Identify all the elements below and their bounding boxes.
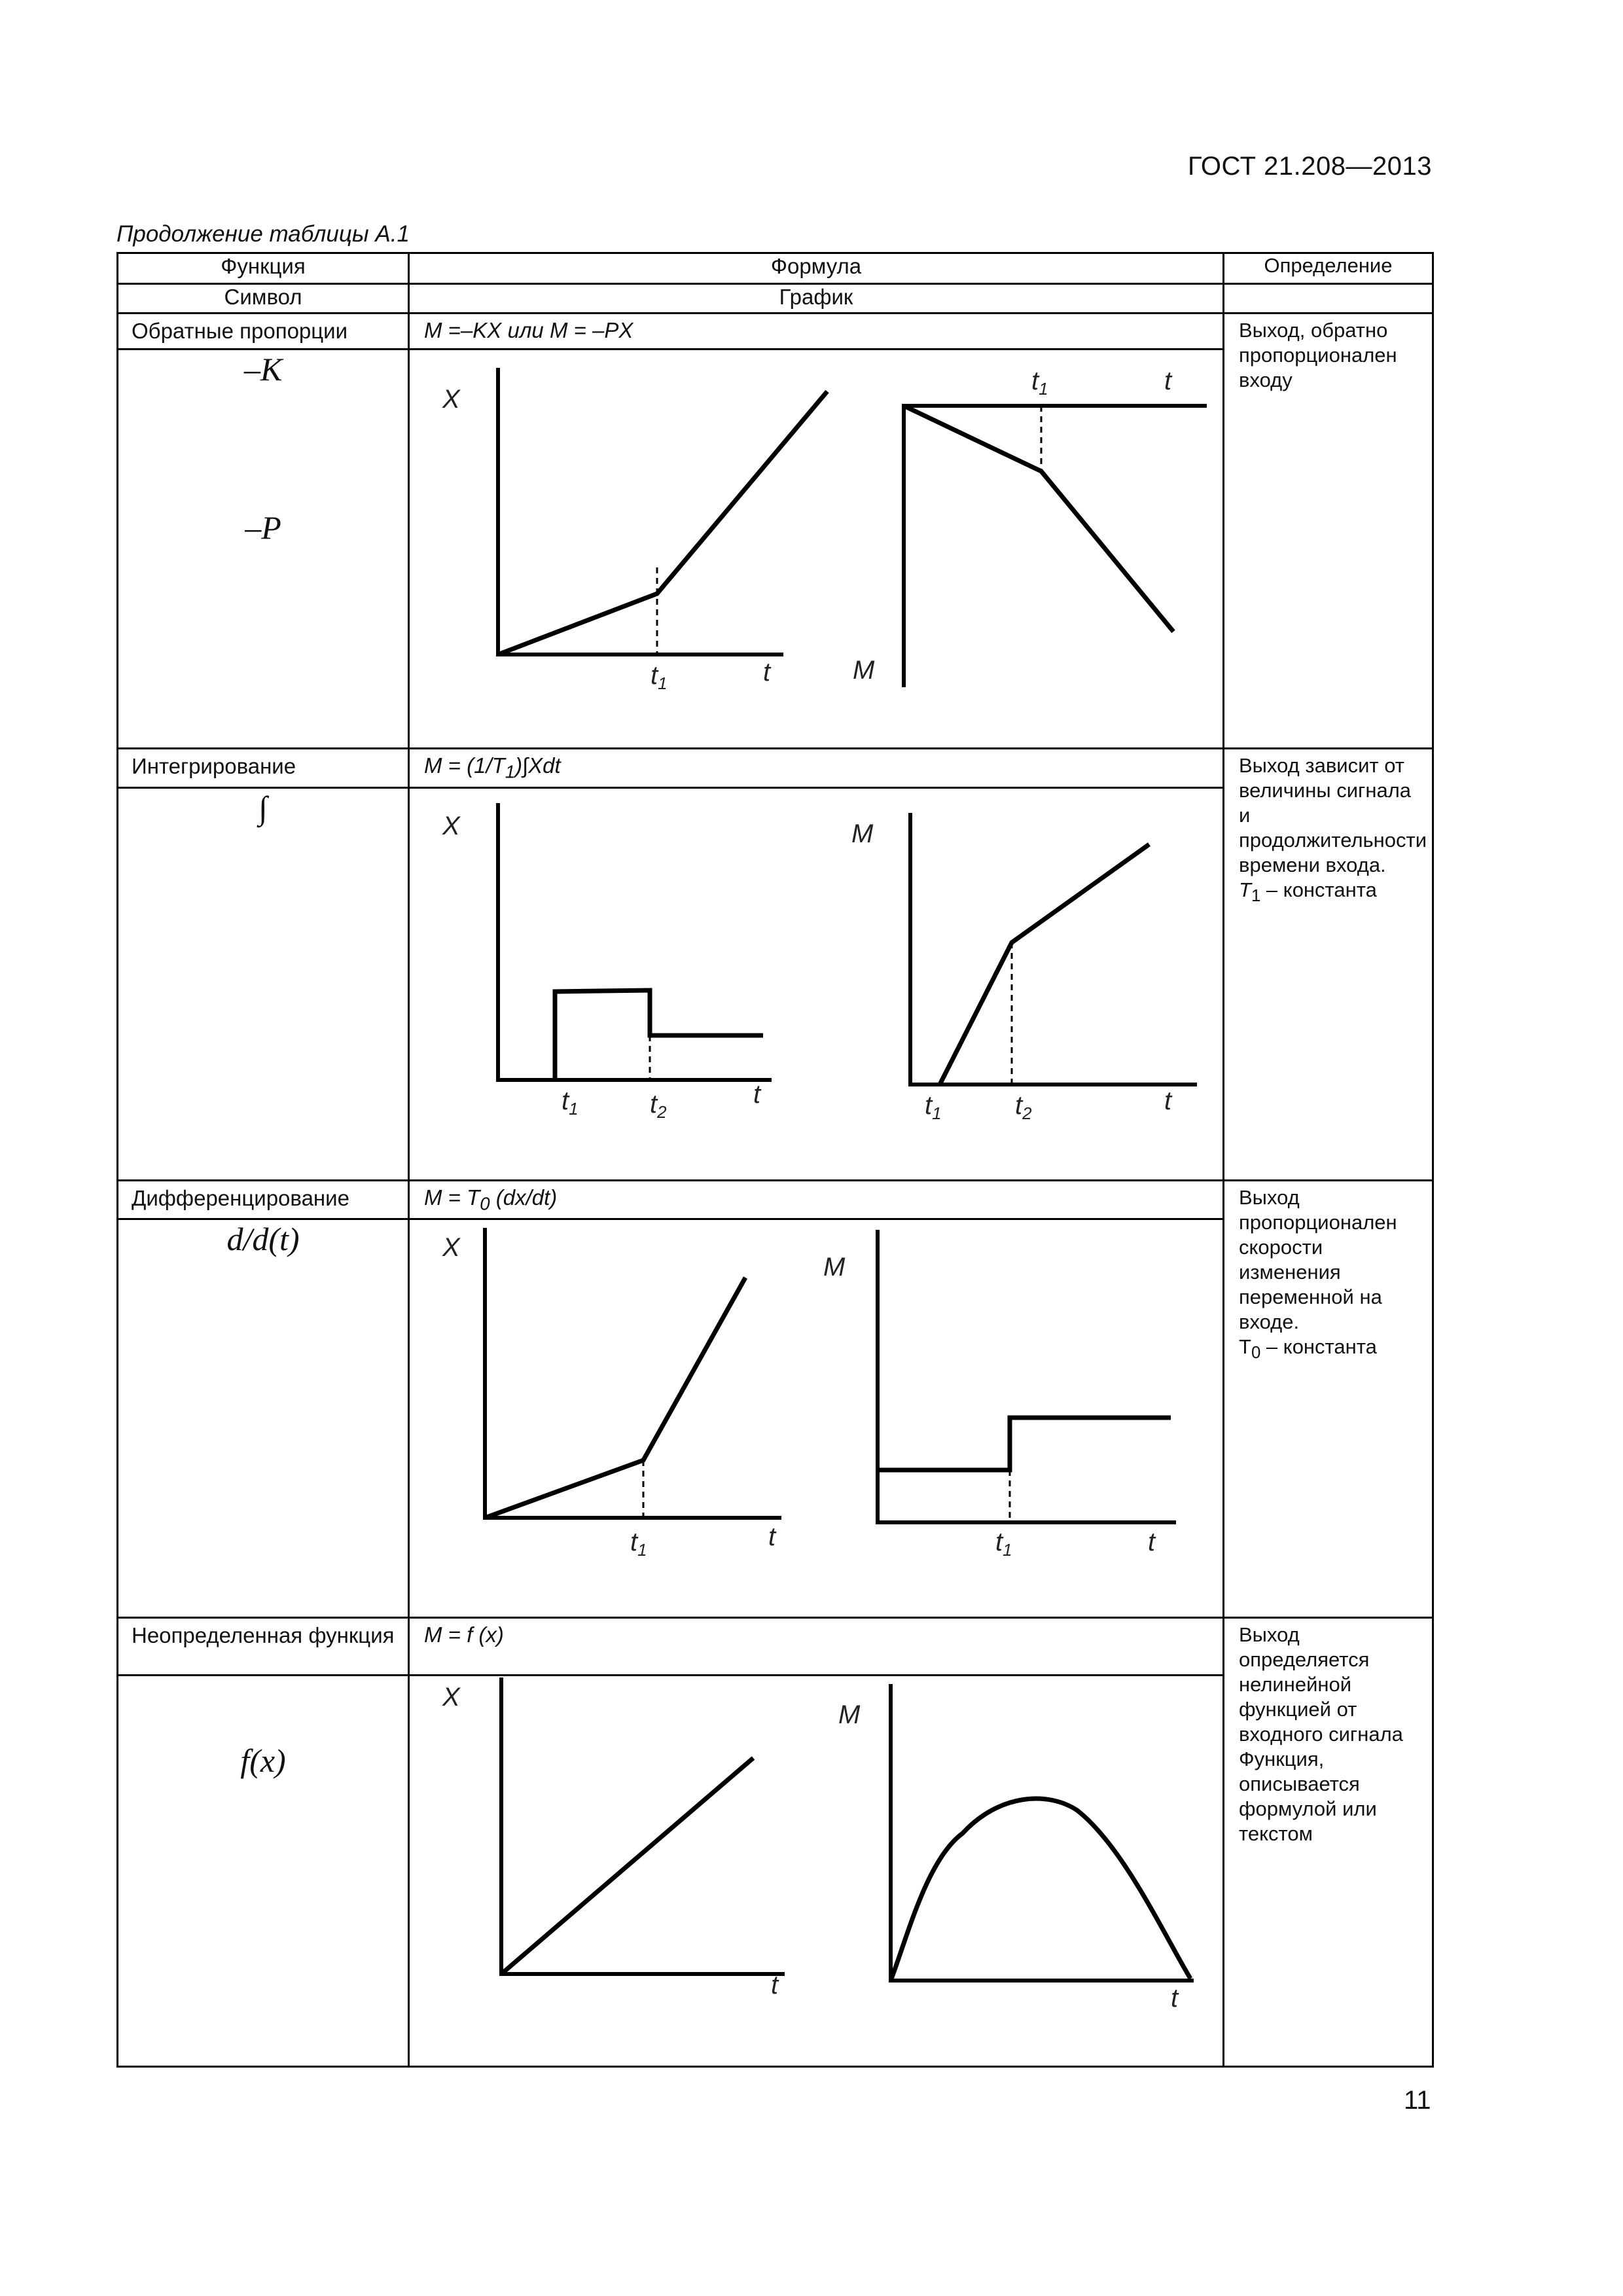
- left-t-label: t: [753, 1079, 761, 1109]
- symbol-minus-p: –P: [245, 509, 281, 546]
- header-symbol: Символ: [118, 284, 409, 314]
- row-undefined-name: [118, 1618, 1433, 1676]
- right-m-label: M: [851, 819, 874, 848]
- right-t1-label: $t_1$: [995, 1528, 1012, 1560]
- right-t-label: t: [1148, 1528, 1156, 1557]
- formula: $M = (1/T_1)\int Xdt$: [409, 749, 1224, 788]
- right-t1-label: $t_1$: [1031, 367, 1048, 399]
- symbol-integral: ∫: [259, 789, 268, 826]
- left-x-label: X: [442, 1683, 460, 1712]
- left-x-label: X: [442, 811, 460, 840]
- left-x-label: X: [442, 385, 460, 414]
- row-inverse-name: [118, 314, 1433, 350]
- definition: Выход, обратно пропорционален входу: [1224, 314, 1433, 749]
- header-row-2: [118, 284, 1433, 314]
- function-name: Обратные пропорции: [118, 314, 409, 350]
- undefined-function-graphs: [410, 1676, 1224, 2066]
- left-pulse: [555, 990, 763, 1080]
- differentiation-graphs: [410, 1220, 1224, 1617]
- left-t-label: t: [763, 658, 771, 687]
- right-t1-label: $t_1$: [925, 1090, 942, 1123]
- symbol-derivative: d/d(t): [226, 1221, 300, 1258]
- page-number: 11: [1404, 2086, 1431, 2115]
- table-caption: Продолжение таблицы А.1: [116, 221, 410, 247]
- formula: M = f (x): [409, 1618, 1224, 1676]
- definition: Выход пропорционален скорости изменения переменной на входе. $T_0$ – константа: [1224, 1180, 1433, 1618]
- graph-cell: [409, 1676, 1224, 2067]
- header-graph: График: [409, 284, 1224, 314]
- right-output-line: [940, 844, 1149, 1085]
- left-t-label: t: [768, 1522, 776, 1552]
- right-output-line: [904, 406, 1173, 632]
- row-integration-name: [118, 749, 1433, 788]
- definition: Выход определяется нелинейной функцией от входного сигнала Функция, описывается формулой или текстом: [1224, 1618, 1433, 2067]
- right-curve: [891, 1799, 1190, 1981]
- function-name: Неопределенная функция: [118, 1618, 409, 1676]
- left-t1-label: $t_1$: [651, 661, 668, 693]
- right-m-label: M: [823, 1253, 846, 1282]
- left-t-label: t: [771, 1971, 779, 2000]
- formula: M =–KX или M = –PX: [409, 314, 1224, 350]
- graph-cell: [409, 350, 1224, 749]
- row-differentiation-name: [118, 1180, 1433, 1219]
- right-t-label: t: [1171, 1984, 1179, 2013]
- symbol-cell: [118, 1676, 409, 2067]
- left-x-label: X: [442, 1233, 460, 1263]
- header-formula: Формула: [409, 253, 1224, 284]
- right-m-label: M: [838, 1700, 861, 1730]
- symbol-cell: [118, 787, 409, 1180]
- right-t2-label: $t_2$: [1015, 1090, 1032, 1123]
- left-t1-label: $t_1$: [562, 1086, 579, 1119]
- symbol-cell: [118, 1219, 409, 1618]
- left-input-line: [485, 1278, 745, 1518]
- right-m-label: M: [853, 656, 875, 685]
- functions-table: [116, 252, 1434, 2068]
- left-input-line: [498, 391, 827, 655]
- right-t-label: t: [1164, 1086, 1172, 1115]
- function-name: Дифференцирование: [118, 1180, 409, 1219]
- document-code: ГОСТ 21.208—2013: [1188, 152, 1432, 181]
- right-step: [878, 1418, 1171, 1470]
- function-name: Интегрирование: [118, 749, 409, 788]
- symbol-fx: f(x): [240, 1742, 286, 1780]
- inverse-graphs: [410, 350, 1224, 747]
- integration-graphs: [410, 789, 1224, 1179]
- symbol-cell: [118, 350, 409, 749]
- left-t2-label: $t_2$: [650, 1089, 667, 1122]
- left-input-line: [501, 1758, 753, 1974]
- graph-cell: [409, 787, 1224, 1180]
- header-empty: [1224, 284, 1433, 314]
- header-row-1: [118, 253, 1433, 284]
- formula: $M = T_0$ (dx/dt): [409, 1180, 1224, 1219]
- right-t-label: t: [1164, 367, 1172, 395]
- left-t1-label: $t_1$: [630, 1528, 647, 1560]
- header-definition: Определение: [1224, 253, 1433, 284]
- symbol-minus-k: –K: [243, 351, 283, 387]
- header-function: Функция: [118, 253, 409, 284]
- definition: Выход зависит от величины сигнала и продолжительности времени входа. $T_1$ – константа: [1224, 749, 1433, 1181]
- graph-cell: [409, 1219, 1224, 1618]
